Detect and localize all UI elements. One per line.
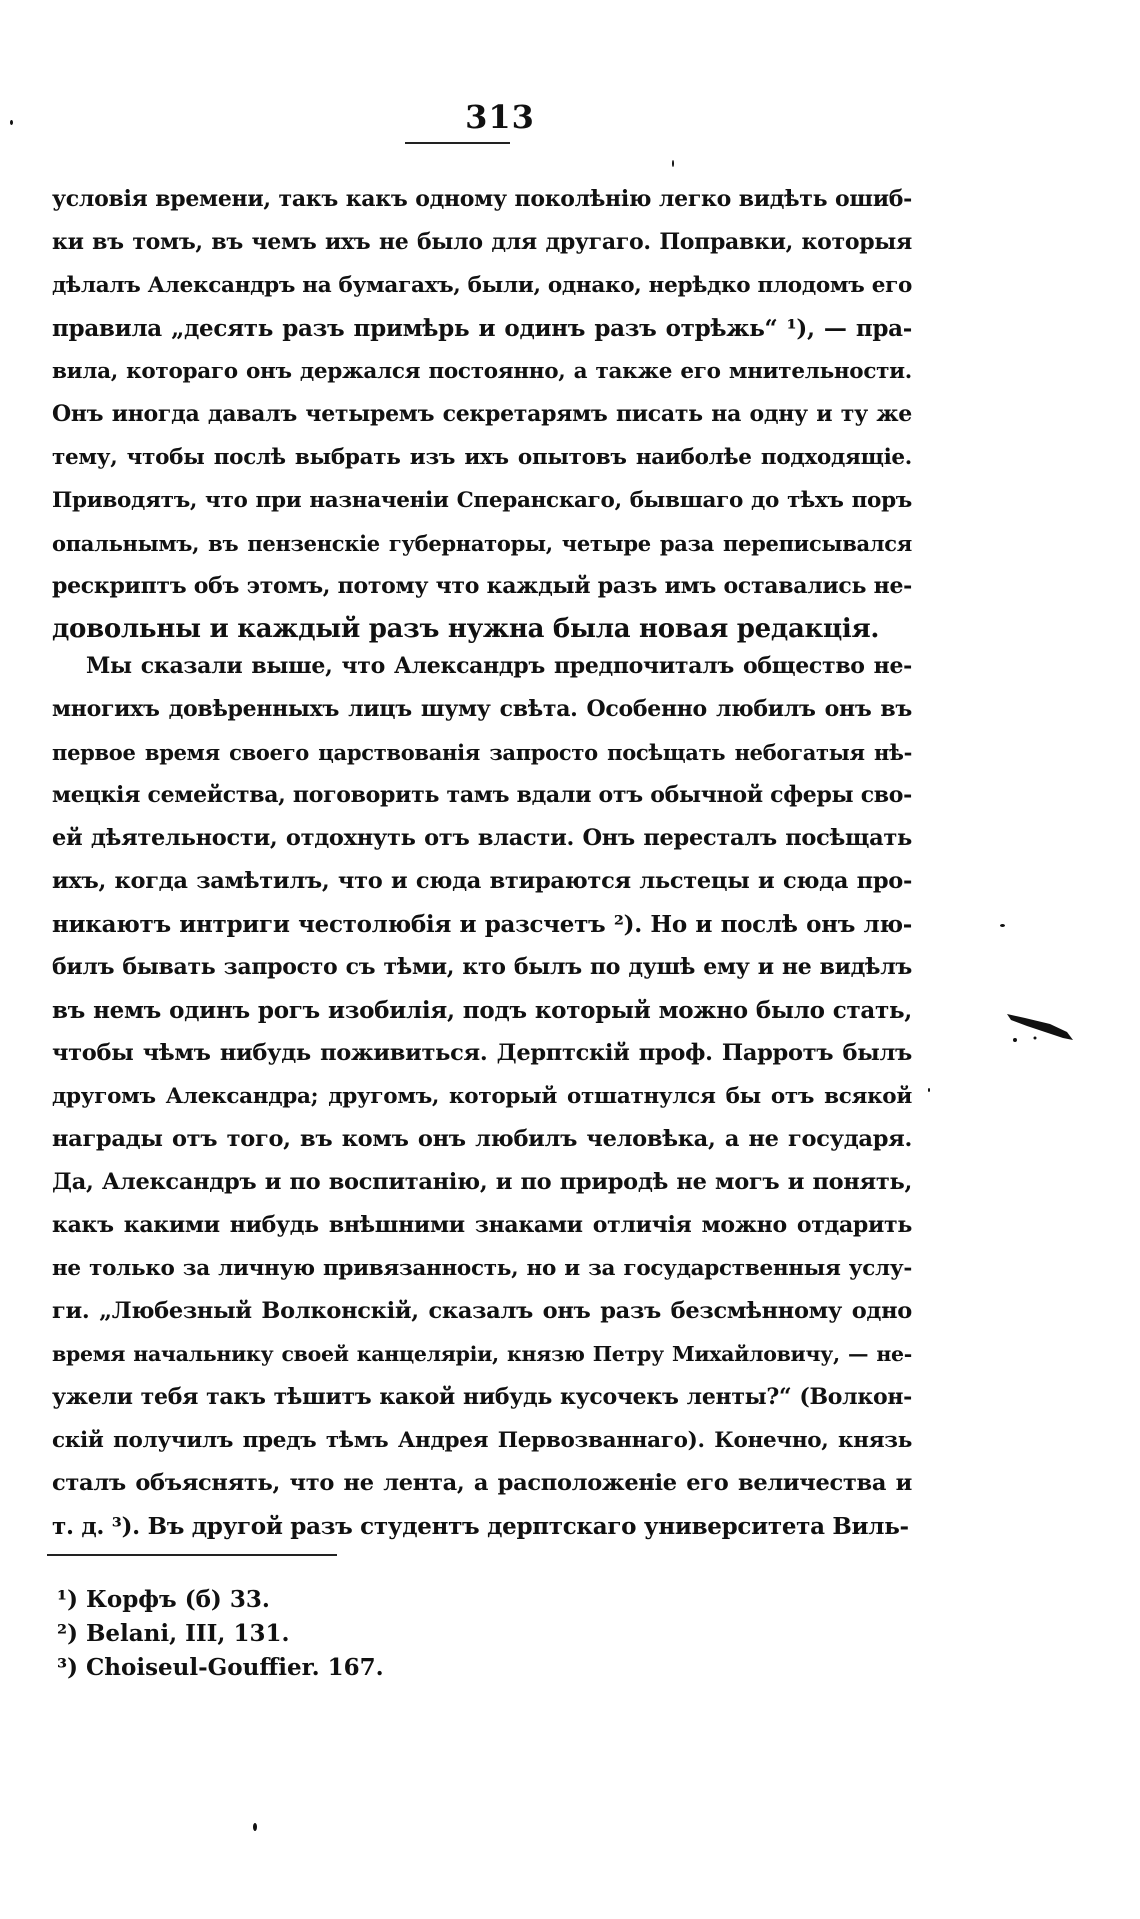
text-line: награды отъ того, въ комъ онъ любилъ человѣка, а не государя.	[52, 1126, 912, 1152]
text-line: сталъ объяснять, что не лента, а расположеніе его величества и	[52, 1470, 912, 1496]
footnote: ¹) Корфъ (б) 33.	[57, 1586, 270, 1613]
text-line: чтобы чѣмъ нибудь поживиться. Дерптскій проф. Парротъ былъ	[52, 1040, 912, 1066]
paragraph-1	[52, 178, 912, 651]
text-line: какъ какими нибудь внѣшними знаками отличія можно отдарить	[52, 1212, 912, 1238]
text-line: время начальнику своей канцеляріи, князю Петру Михайловичу, — не-	[52, 1342, 912, 1366]
text-line: другомъ Александра; другомъ, который отшатнулся бы отъ всякой	[52, 1084, 912, 1109]
text-line: рескриптъ объ этомъ, потому что каждый разъ имъ оставались не-	[52, 573, 912, 599]
text-line: мецкія семейства, поговорить тамъ вдали отъ обычной сферы сво-	[52, 782, 912, 808]
text-line: многихъ довѣренныхъ лицъ шуму свѣта. Особенно любилъ онъ въ	[52, 696, 912, 722]
text-line: ихъ, когда замѣтилъ, что и сюда втираются льстецы и сюда про-	[52, 868, 912, 894]
footnotes	[57, 1583, 657, 1685]
text-line: опальнымъ, въ пензенскіе губернаторы, четыре раза переписывался	[52, 531, 912, 556]
text-line: ки въ томъ, въ чемъ ихъ не было для другаго. Поправки, которыя	[52, 229, 912, 255]
footnote: ³) Choiseul-Gouffier. 167.	[57, 1654, 384, 1681]
text-line: ужели тебя такъ тѣшитъ какой нибудь кусочекъ ленты?“ (Волкон-	[52, 1384, 912, 1410]
footnote-rule	[47, 1554, 337, 1556]
ink-speck	[672, 160, 674, 167]
text-line: ей дѣятельности, отдохнуть отъ власти. Онъ пересталъ посѣщать	[52, 825, 912, 851]
text-line: ги. „Любезный Волконскій, сказалъ онъ разъ безсмѣнному одно	[52, 1298, 912, 1324]
page-number-rule	[405, 142, 510, 144]
text-line: Онъ иногда давалъ четыремъ секретарямъ писать на одну и ту же	[52, 401, 912, 427]
text-line: правила „десять разъ примѣрь и одинъ разъ отрѣжь“ ¹), — пра-	[52, 315, 912, 342]
text-line: дѣлалъ Александръ на бумагахъ, были, однако, нерѣдко плодомъ его	[52, 273, 912, 298]
ink-speck	[10, 120, 13, 125]
ink-speck	[928, 1088, 930, 1092]
text-line: условія времени, такъ какъ одному поколѣнію легко видѣть ошиб-	[52, 186, 912, 212]
text-line: билъ бывать запросто съ тѣми, кто былъ по душѣ ему и не видѣлъ	[52, 954, 912, 980]
text-line: Приводятъ, что при назначеніи Сперанскаго, бывшаго до тѣхъ поръ	[52, 488, 912, 513]
text-line: вила, котораго онъ держался постоянно, а также его мнительности.	[52, 359, 912, 384]
text-line: Мы сказали выше, что Александръ предпочиталъ общество не-	[86, 653, 912, 679]
ink-blot-dot	[1034, 1037, 1037, 1040]
text-line: Да, Александръ и по воспитанію, и по природѣ не могъ и понять,	[52, 1169, 912, 1195]
text-line: въ немъ одинъ рогъ изобилія, подъ который можно было стать,	[52, 997, 912, 1024]
paragraph-2	[52, 645, 912, 1548]
ink-speck	[253, 1823, 257, 1831]
footnote: ²) Belani, III, 131.	[57, 1620, 290, 1647]
page-number: 313	[465, 98, 535, 136]
text-line: т. д. ³). Въ другой разъ студентъ дерптскаго университета Виль-	[52, 1513, 909, 1540]
text-line: не только за личную привязанность, но и за государственныя услу-	[52, 1256, 912, 1281]
ink-blot-shape	[1007, 1014, 1073, 1040]
text-line: первое время своего царствованія запросто посѣщать небогатыя нѣ-	[52, 740, 912, 765]
text-line: довольны и каждый разъ нужна была новая редакція.	[52, 614, 880, 644]
ink-blot	[1005, 1010, 1075, 1044]
ink-speck	[1000, 924, 1005, 927]
ink-blot-dot	[1013, 1038, 1017, 1042]
text-line: скій получилъ предъ тѣмъ Андрея Первозваннаго). Конечно, князь	[52, 1428, 912, 1453]
text-line: никаютъ интриги честолюбія и разсчетъ ²). Но и послѣ онъ лю-	[52, 911, 912, 938]
text-line: тему, чтобы послѣ выбрать изъ ихъ опытовъ наиболѣе подходящіе.	[52, 445, 912, 470]
